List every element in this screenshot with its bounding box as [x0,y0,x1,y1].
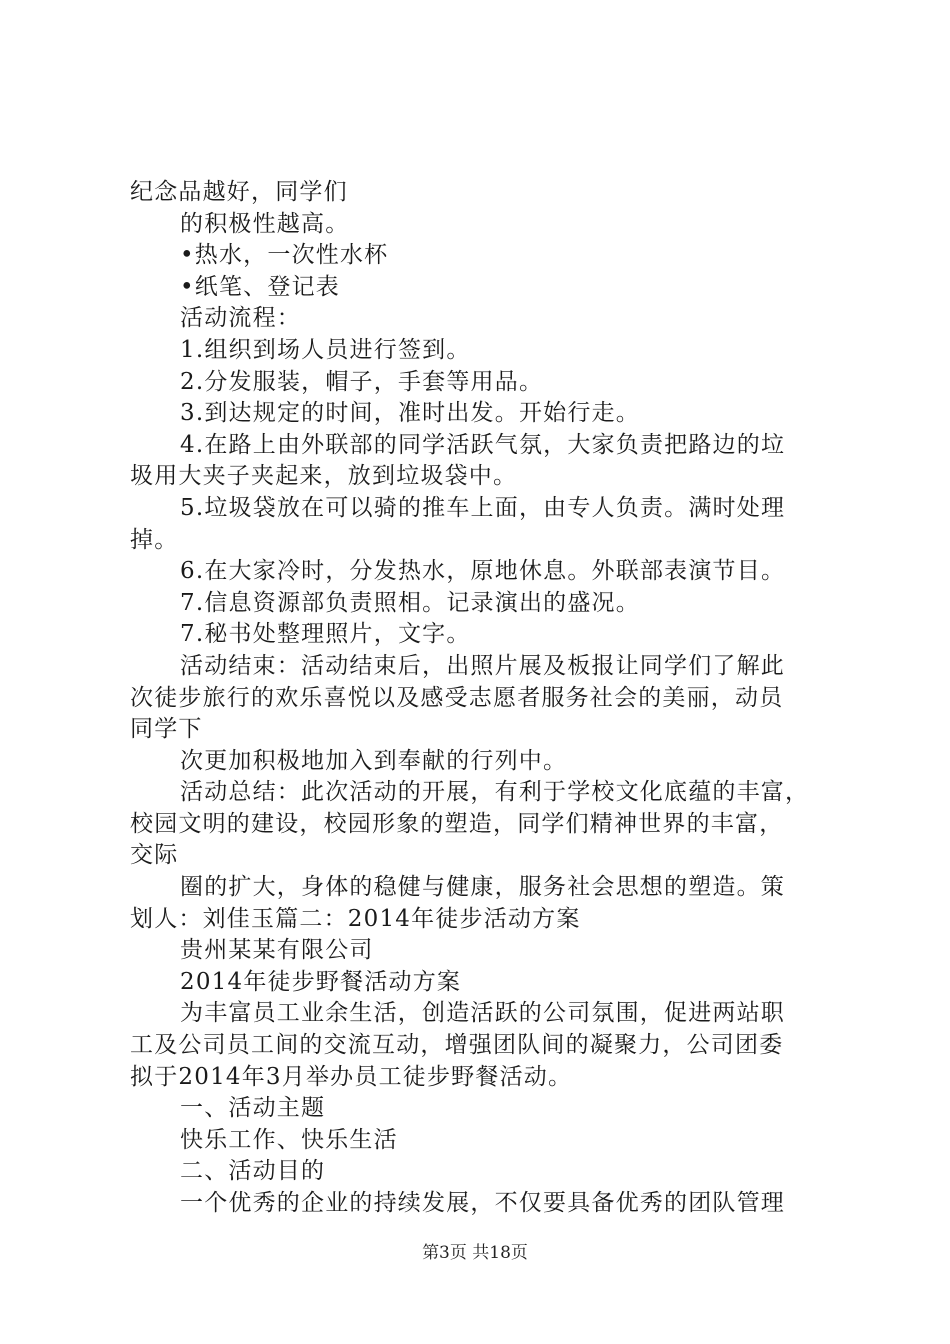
text-line: 5.垃圾袋放在可以骑的推车上面，由专人负责。满时处理 [180,494,786,521]
text-line: 7.信息资源部负责照相。记录演出的盛况。 [180,589,640,616]
text-line: 一个优秀的企业的持续发展，不仅要具备优秀的团队管理 [180,1190,785,1216]
text-line: 活动总结：此次活动的开展，有利于学校文化底蕴的丰富， [180,779,810,806]
text-line: 划人：刘佳玉篇二：2014年徒步活动方案 [130,905,581,932]
text-line: 次更加积极地加入到奉献的行列中。 [180,747,568,774]
text-line: 一、活动主题 [180,1095,326,1122]
text-line: 二、活动目的 [180,1158,326,1185]
text-line: 同学下 [130,716,203,743]
text-line: 快乐工作、快乐生活 [180,1126,398,1153]
text-line: 交际 [130,842,179,869]
text-line: 2014年徒步野餐活动方案 [180,968,462,995]
text-line: 掉。 [130,526,179,553]
text-line: 贵州某某有限公司 [180,937,374,964]
text-line: 工及公司员工间的交流互动，增强团队间的凝聚力，公司团委 [130,1032,784,1059]
text-line: 1.组织到场人员进行签到。 [180,336,471,363]
text-line: 4.在路上由外联部的同学活跃气氛，大家负责把路边的垃 [180,431,786,458]
text-line: 2.分发服装，帽子，手套等用品。 [180,368,544,395]
text-line: 6.在大家冷时，分发热水，原地休息。外联部表演节目。 [180,558,786,585]
text-line: 次徒步旅行的欢乐喜悦以及感受志愿者服务社会的美丽，动员 [130,684,784,711]
text-line: 3.到达规定的时间，准时出发。开始行走。 [180,400,640,427]
page-footer [0,1241,950,1265]
text-line: •纸笔、登记表 [180,273,340,300]
text-line: 活动结束：活动结束后，出照片展及板报让同学们了解此 [180,652,785,679]
page-number-label: 第3页 共18页 [422,1243,528,1263]
text-line: 纪念品越好，同学们 [130,179,348,205]
text-line: 校园文明的建设，校园形象的塑造，同学们精神世界的丰富， [130,810,784,837]
text-line: 圾用大夹子夹起来，放到垃圾袋中。 [130,463,518,490]
text-line: 圈的扩大，身体的稳健与健康，服务社会思想的塑造。策 [180,874,785,901]
text-line: •热水，一次性水杯 [180,242,389,269]
document-body [130,177,840,1220]
text-line: 的积极性越高。 [180,210,350,237]
text-line: 为丰富员工业余生活，创造活跃的公司氛围，促进两站职 [180,1000,785,1027]
text-line: 活动流程： [180,305,301,332]
text-line: 拟于2014年3月举办员工徒步野餐活动。 [130,1063,573,1090]
text-line: 7.秘书处整理照片，文字。 [180,621,471,648]
